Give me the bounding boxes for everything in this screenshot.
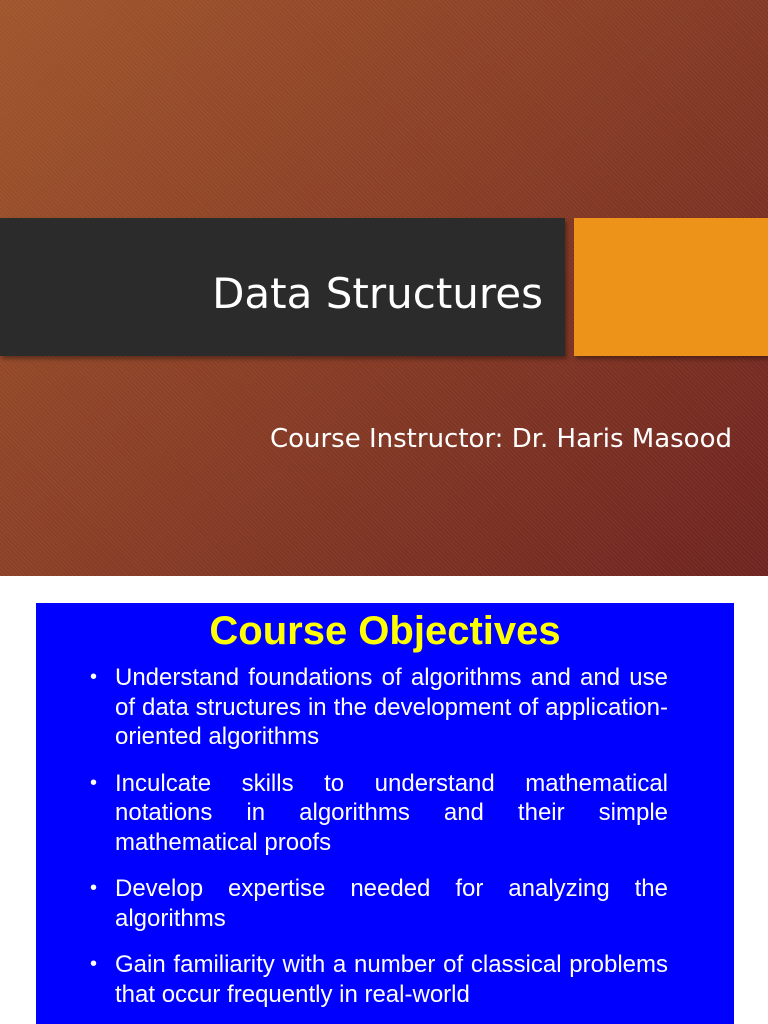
objective-item — [90, 663, 668, 752]
bullet-icon: • — [90, 771, 98, 794]
bullet-icon: • — [90, 666, 98, 688]
objective-item — [90, 874, 668, 933]
instructor-subtitle: Course Instructor: Dr. Haris Masood — [269, 424, 732, 454]
objective-text: Understand foundations of algorithms and and use of data structures in the development of application-oriented algorithms — [115, 664, 668, 750]
objective-text: Inculcate skills to understand mathematical notations in algorithms and their simple mathematical proofs — [115, 769, 668, 856]
objectives-list — [90, 663, 668, 1024]
slide-title: Data Structures — [212, 269, 543, 318]
objectives-title: Course Objectives — [209, 609, 561, 653]
accent-block — [574, 218, 768, 356]
objective-item — [90, 950, 668, 1009]
bullet-icon: • — [90, 953, 98, 975]
objective-text: Gain familiarity with a number of classical problems that occur frequently in real-world — [115, 951, 668, 1008]
bullet-icon: • — [90, 877, 98, 899]
objective-text: Develop expertise needed for analyzing the algorithms — [115, 875, 668, 932]
objectives-slide — [36, 603, 734, 1024]
title-band — [0, 218, 565, 356]
objective-item — [90, 769, 668, 858]
